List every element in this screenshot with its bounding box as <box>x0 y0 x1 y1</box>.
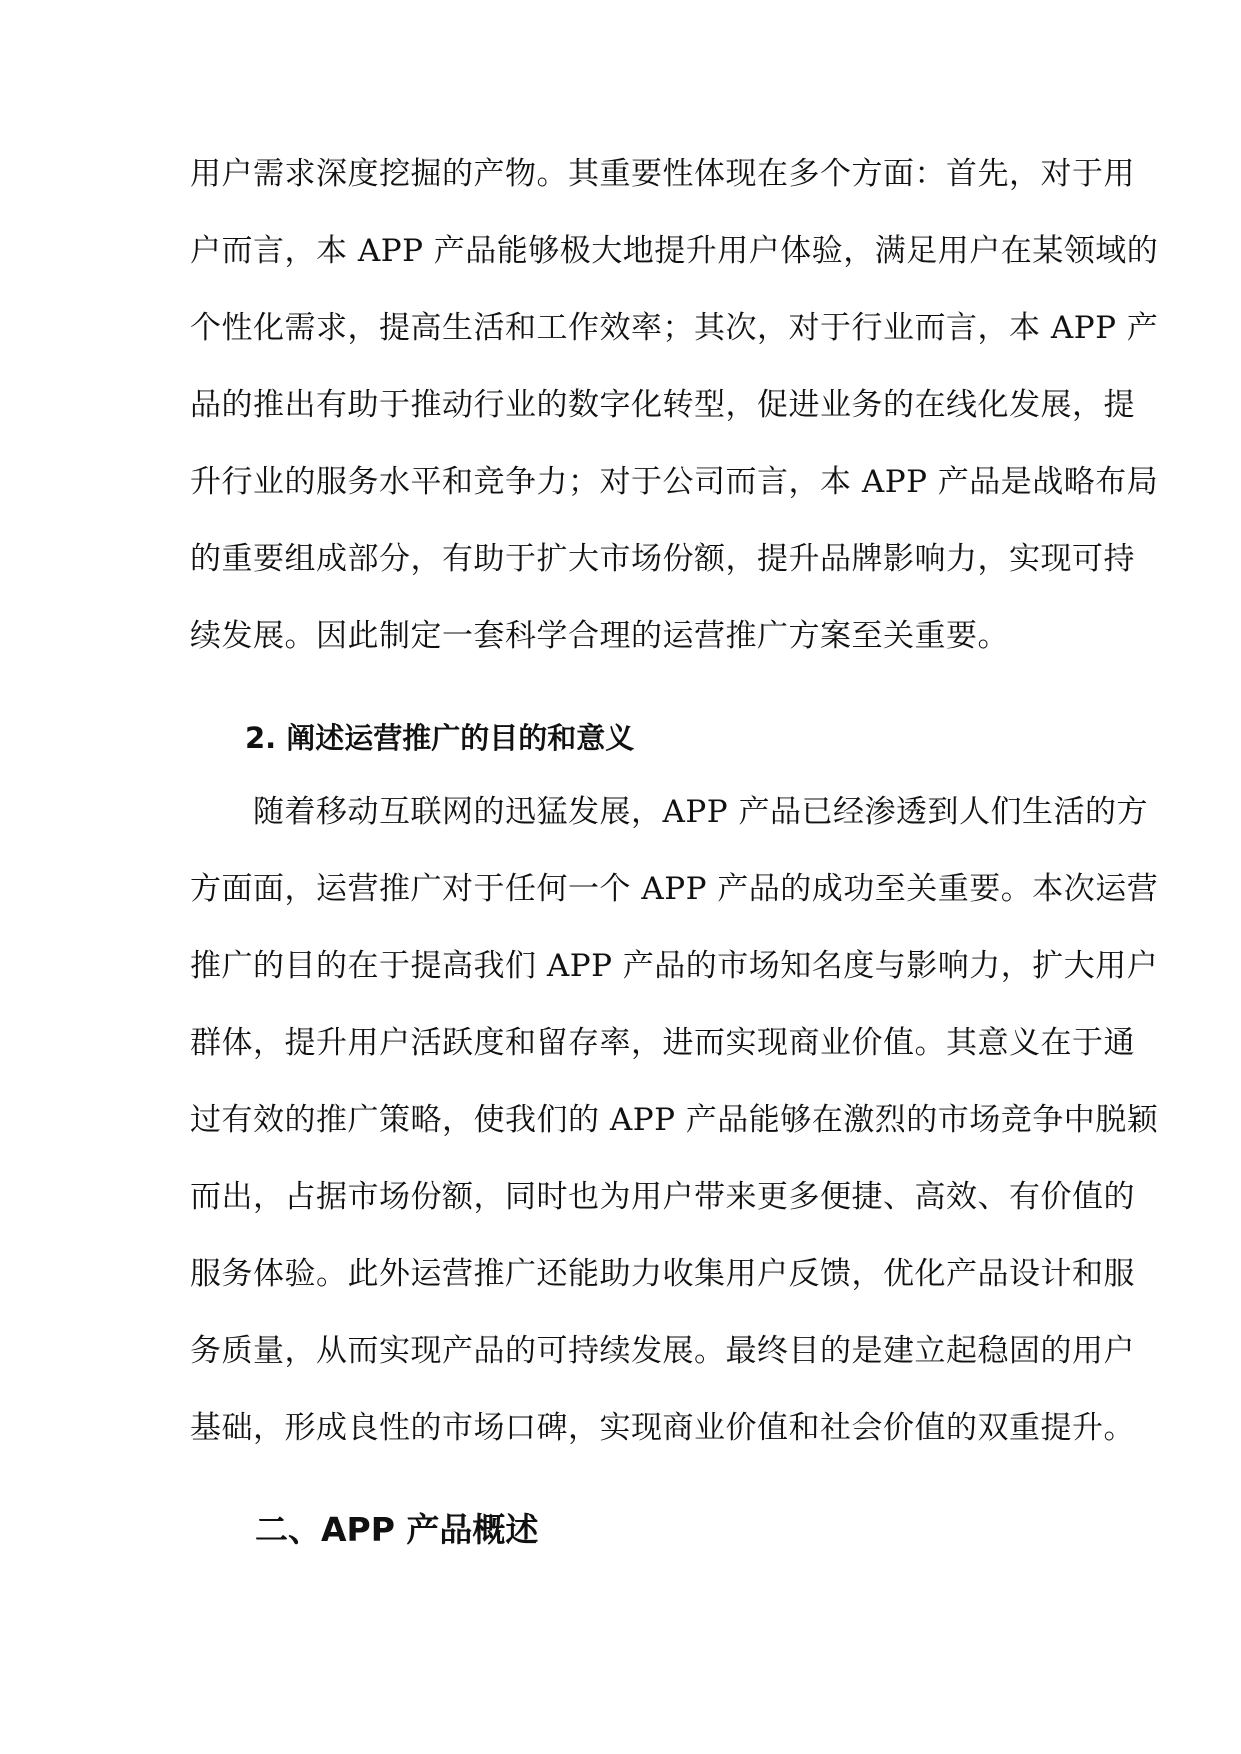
paragraph2-line-9: 基础，形成良性的市场口碑，实现商业价值和社会价值的双重提升。 <box>190 1410 1135 1446</box>
paragraph2-line-5: 过有效的推广策略，使我们的 APP 产品能够在激烈的市场竞争中脱颖 <box>190 1102 1159 1138</box>
paragraph2-line-6: 而出，占据市场份额，同时也为用户带来更多便捷、高效、有价值的 <box>190 1179 1135 1215</box>
paragraph1-line-1: 用户需求深度挖掘的产物。其重要性体现在多个方面：首先，对于用 <box>190 156 1135 192</box>
paragraph2-line-1: 随着移动互联网的迅猛发展，APP 产品已经渗透到人们生活的方 <box>190 794 1148 830</box>
paragraph1-line-3: 个性化需求，提高生活和工作效率；其次，对于行业而言，本 APP 产 <box>190 310 1159 346</box>
paragraph2-line-7: 服务体验。此外运营推广还能助力收集用户反馈，优化产品设计和服 <box>190 1256 1135 1292</box>
paragraph2-line-8: 务质量，从而实现产品的可持续发展。最终目的是建立起稳固的用户 <box>190 1333 1135 1369</box>
paragraph1-line-7: 续发展。因此制定一套科学合理的运营推广方案至关重要。 <box>190 618 1009 654</box>
chapter-heading: 二、APP 产品概述 <box>255 1510 539 1549</box>
paragraph2-line-2: 方面面，运营推广对于任何一个 APP 产品的成功至关重要。本次运营 <box>190 871 1159 907</box>
paragraph2-line-3: 推广的目的在于提高我们 APP 产品的市场知名度与影响力，扩大用户 <box>190 948 1159 984</box>
paragraph1-line-6: 的重要组成部分，有助于扩大市场份额，提升品牌影响力，实现可持 <box>190 541 1135 577</box>
paragraph1-line-4: 品的推出有助于推动行业的数字化转型，促进业务的在线化发展，提 <box>190 387 1135 423</box>
paragraph2-line-4: 群体，提升用户活跃度和留存率，进而实现商业价值。其意义在于通 <box>190 1025 1135 1061</box>
section-heading: 2. 阐述运营推广的目的和意义 <box>245 721 635 755</box>
paragraph1-line-5: 升行业的服务水平和竞争力；对于公司而言，本 APP 产品是战略布局 <box>190 464 1159 500</box>
paragraph1-line-2: 户而言，本 APP 产品能够极大地提升用户体验，满足用户在某领域的 <box>190 233 1159 269</box>
